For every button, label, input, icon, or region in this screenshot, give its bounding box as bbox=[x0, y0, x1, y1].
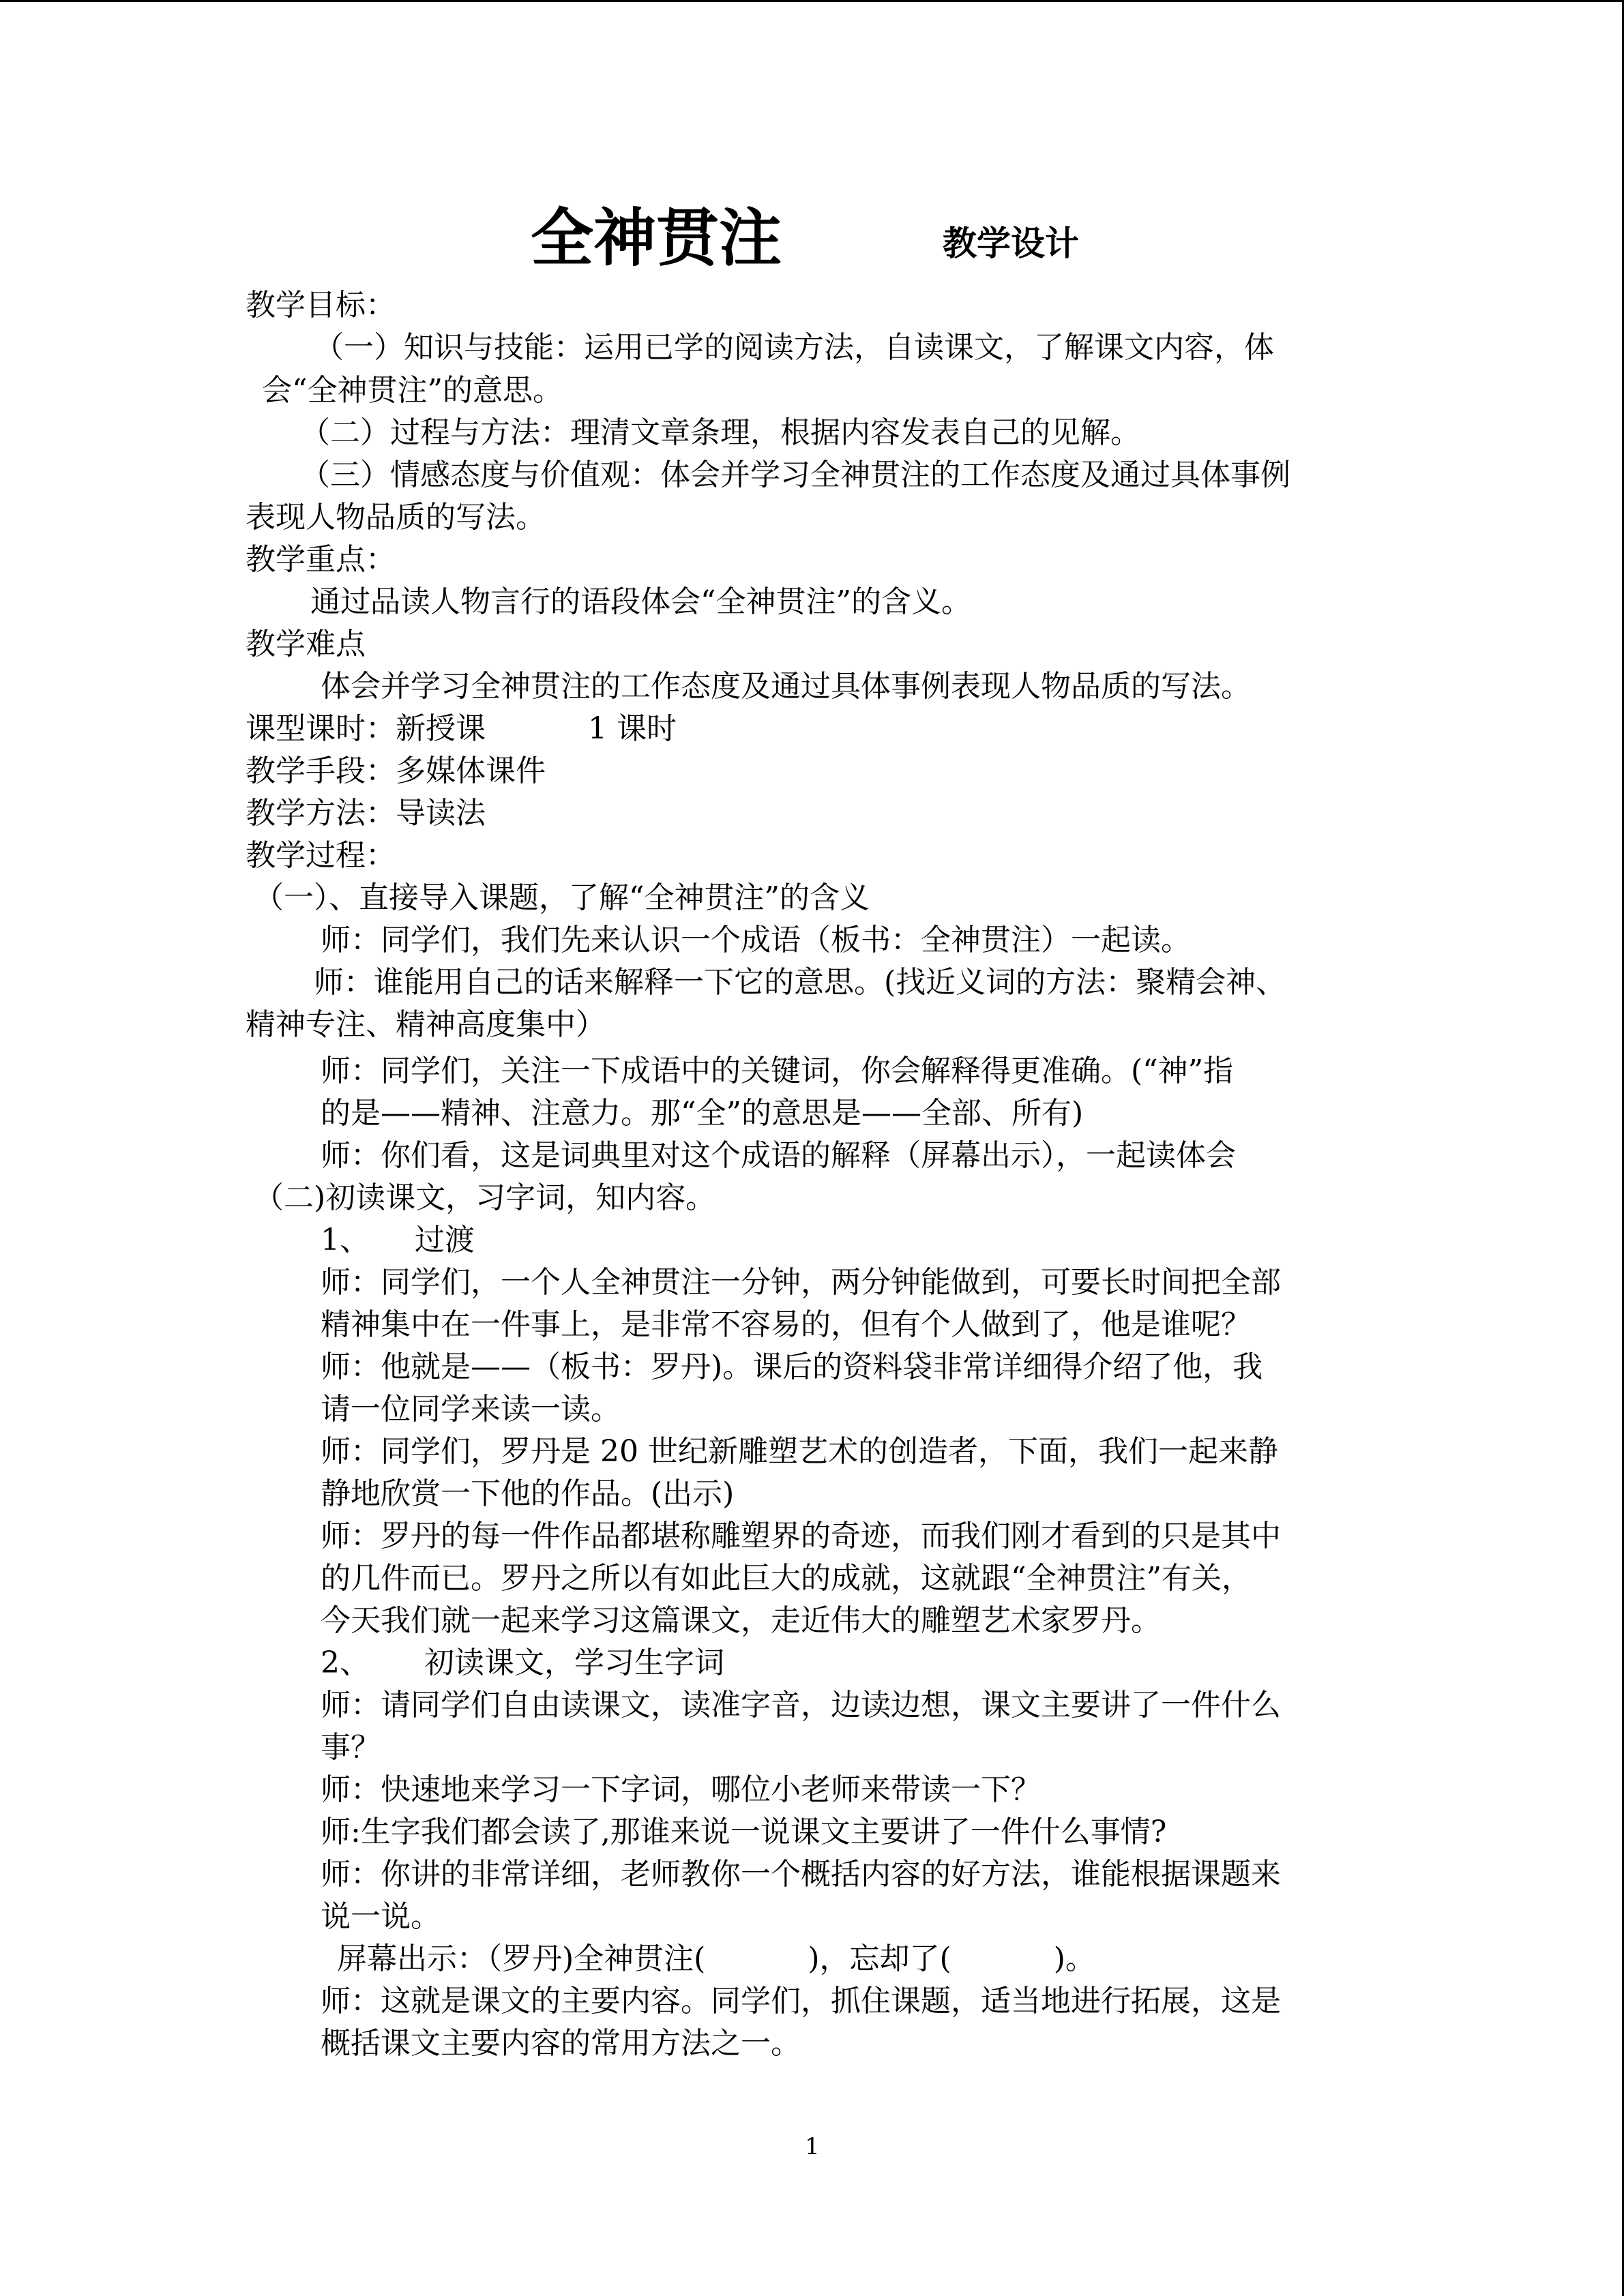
paragraph-line: 师：他就是——（板书：罗丹)。课后的资料袋非常详细得介绍了他，我 bbox=[321, 1350, 1263, 1384]
paragraph-line: 的几件而已。罗丹之所以有如此巨大的成就，这就跟“全神贯注”有关， bbox=[321, 1561, 1252, 1596]
screen-prompt-part: 屏幕出示：（罗丹)全神贯注( bbox=[337, 1941, 706, 1976]
paragraph-line: 师：这就是课文的主要内容。同学们，抓住课题，适当地进行拓展，这是 bbox=[321, 1984, 1281, 2018]
paragraph-line: 师：快速地来学习一下字词，哪位小老师来带读一下？ bbox=[321, 1772, 1041, 1807]
screen-prompt-part: )。 bbox=[1053, 1941, 1095, 1976]
paragraph-line: 今天我们就一起来学习这篇课文，走近伟大的雕塑艺术家罗丹。 bbox=[321, 1603, 1161, 1638]
paragraph-line: 概括课文主要内容的常用方法之一。 bbox=[321, 2026, 801, 2061]
paragraph-line: 师：同学们，罗丹是 20 世纪新雕塑艺术的创造者，下面，我们一起来静 bbox=[321, 1434, 1278, 1469]
paragraph-line: 师：你们看，这是词典里对这个成语的解释（屏幕出示），一起读体会 bbox=[321, 1138, 1236, 1173]
paragraph-line: 师：你讲的非常详细，老师教你一个概括内容的好方法，谁能根据课题来 bbox=[321, 1857, 1281, 1892]
paragraph-line: 请一位同学来读一读。 bbox=[321, 1392, 621, 1427]
page-title: 全神贯注 bbox=[531, 202, 782, 275]
objective-line: 表现人物品质的写法。 bbox=[246, 500, 546, 535]
lesson-hours: 1 课时 bbox=[588, 711, 677, 746]
section-title: （二)初读课文，习字词，知内容。 bbox=[254, 1180, 716, 1215]
step-number: 1、 bbox=[321, 1223, 370, 1257]
step-heading bbox=[321, 1643, 724, 1684]
objective-line: 会“全神贯注”的意思。 bbox=[262, 373, 563, 408]
paragraph-line: 事？ bbox=[321, 1730, 381, 1765]
screen-prompt bbox=[337, 1939, 1095, 1980]
page-subtitle: 教学设计 bbox=[943, 224, 1079, 263]
paragraph-line: 师：谁能用自己的话来解释一下它的意思。(找近义词的方法：聚精会神、 bbox=[314, 965, 1286, 1000]
paragraph-line: 的是——精神、注意力。那“全”的意思是——全部、所有) bbox=[321, 1096, 1084, 1131]
paragraph-line: 精神集中在一件事上，是非常不容易的，但有个人做到了，他是谁呢？ bbox=[321, 1307, 1251, 1342]
step-title: 初读课文，学习生字词 bbox=[424, 1645, 724, 1680]
objective-line: （一）知识与技能：运用已学的阅读方法，自读课文，了解课文内容，体 bbox=[314, 330, 1274, 365]
section-title: （一）、直接导入课题，了解“全神贯注”的含义 bbox=[254, 880, 870, 915]
paragraph-line: 师：同学们，关注一下成语中的关键词，你会解释得更准确。(“神”指 bbox=[321, 1054, 1234, 1088]
paragraph-line: 师：同学们，我们先来认识一个成语（板书：全神贯注）一起读。 bbox=[321, 923, 1191, 957]
step-title: 过渡 bbox=[415, 1223, 475, 1257]
teaching-means: 教学手段：多媒体课件 bbox=[246, 754, 546, 788]
paragraph-line: 精神专注、精神高度集中） bbox=[246, 1007, 606, 1042]
objectives-heading: 教学目标： bbox=[246, 288, 396, 323]
paragraph-line: 静地欣赏一下他的作品。(出示) bbox=[321, 1476, 735, 1511]
difficulty-heading: 教学难点 bbox=[246, 627, 366, 661]
lesson-type-label: 课型课时：新授课 bbox=[246, 711, 486, 746]
paragraph-line: 师:生字我们都会读了,那谁来说一说课文主要讲了一件什么事情? bbox=[321, 1815, 1167, 1849]
paragraph-line: 师：请同学们自由读课文，读准字音，边读边想，课文主要讲了一件什么 bbox=[321, 1688, 1281, 1723]
screen-prompt-part: )，忘却了( bbox=[808, 1941, 951, 1976]
objective-line: （三）情感态度与价值观：体会并学习全神贯注的工作态度及通过具体事例 bbox=[300, 458, 1290, 492]
paragraph-line: 师：同学们，一个人全神贯注一分钟，两分钟能做到，可要长时间把全部 bbox=[321, 1265, 1281, 1300]
process-heading: 教学过程： bbox=[246, 838, 396, 873]
page-number: 1 bbox=[805, 2133, 820, 2160]
teaching-method: 教学方法：导读法 bbox=[246, 796, 486, 831]
page-top-border bbox=[0, 0, 1624, 2]
lesson-type bbox=[246, 709, 677, 749]
key-point-text: 通过品读人物言行的语段体会“全神贯注”的含义。 bbox=[310, 584, 971, 619]
paragraph-line: 师：罗丹的每一件作品都堪称雕塑界的奇迹，而我们刚才看到的只是其中 bbox=[321, 1519, 1281, 1553]
step-number: 2、 bbox=[321, 1645, 370, 1680]
paragraph-line: 说一说。 bbox=[321, 1899, 441, 1934]
objective-line: （二）过程与方法：理清文章条理，根据内容发表自己的见解。 bbox=[300, 415, 1140, 450]
difficulty-text: 体会并学习全神贯注的工作态度及通过具体事例表现人物品质的写法。 bbox=[321, 669, 1251, 704]
step-heading bbox=[321, 1220, 475, 1261]
key-point-heading: 教学重点： bbox=[246, 542, 396, 577]
